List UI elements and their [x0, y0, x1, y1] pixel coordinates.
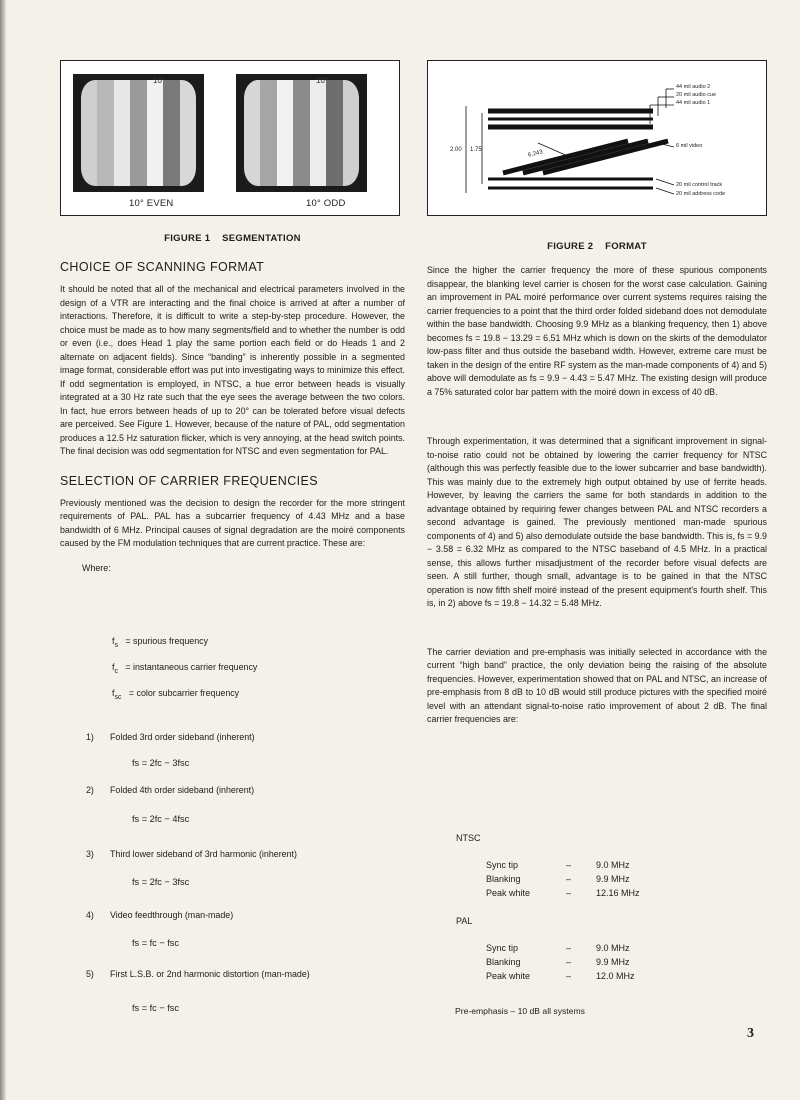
label-audio-cue: 20 mil audio cue [676, 92, 717, 98]
def-carrier: $f_c$ = instantaneous carrier frequency [112, 662, 258, 675]
figure-2 [427, 60, 767, 216]
page-edge [0, 0, 6, 1100]
ntsc-label: NTSC [456, 833, 481, 843]
paragraph-ntsc: Through experimentation, it was determined that a significant improvement in signal-to-noise ratio could not be obtained by lowering the carrier frequency for NTSC (although this was perfectly feasible due to the lower subcarrier and base bandwidth). This was mainly due to the extremely high output obtained by use of ferrite heads. However, by leaving the carriers the same for both standards in addition to the advantage obtained by requiring fewer changes between PAL and NTSC recorders a second advantage is gained. The previously mentioned man-made spurious components of 4) and 5) also demodulate outside the base bandwidth. This is, fs = 9.9 − 3.58 = 6.32 MHz as compared to the NTSC baseband of 4.5 MHz. In a practical sense, this allows further misadjustment of the recorder before visual defects are seen. A still further, though small, advantage is to be gained in that the NTSC operation is now fifth shelf moiré instead of the present equipment's fourth shelf. This is, in 2) above fs = 19.8 − 14.32 = 5.48 MHz. [427, 436, 767, 608]
scanning-paragraph: It should be noted that all of the mechanical and electrical parameters involved in the design of a VTR are interacting and the final choice is arrived at after a number of interactions. Therefore, it is difficult to write a step-by-step procedure. However, the choice must be made as to how many segments/field and to whether the number is odd or even (i.e., does Head 1 play the same portion each field or do Heads 1 and 2 alternate on adjacent fields). Since “banding” is inherently possible in a segmented image format, considerable effort was put into investigating ways to minimize this effect. If odd segmentation is employed, in NTSC, a hue error between heads is visually integrated at a 30 Hz rate such that the eye sees the average between the two colors. In fact, hue errors between heads of up to 20° can be tolerated before visual defects are perceived. See Figure 1. However, because of the nature of PAL, odd segmentation produces a 12.5 Hz saturation flicker, which is very annoying, at the head switch points. The final decision was odd segmentation for NTSC and even segmentation for PAL. [60, 284, 405, 456]
figure-1 [60, 60, 400, 216]
tv-image-odd [236, 74, 367, 192]
carrier-heading: SELECTION OF CARRIER FREQUENCIES [60, 473, 318, 488]
paragraph-worst-case: Since the higher the carrier frequency the more of these spurious components disappear, the blanking level carrier is chosen for the worst case calculation. Gaining an improvement in PAL moiré performance over current systems requires raising the carrier frequencies to a point that the third order folded sideband does not demodulate within the base bandwidth. Choosing 9.9 MHz as a blanking frequency, then 1) above becomes fs = 19.8 − 13.29 = 6.51 MHz which is down on the skirts of the demodulator low-pass filter and thus outside the baseband width. However, extreme care must be taken in the design of the entire RF system as the man-made components of 4) and 5) above will demodulate as fs = 9.9 − 4.43 = 5.47 MHz. The existing design will produce a 75% saturated color bar pattern with the moiré down in excess of 40 dB. [427, 265, 767, 397]
formula: fs = 2fc − 3fsc [132, 877, 190, 887]
carrier-paragraph: Previously mentioned was the decision to design the recorder for the more stringent requirements of PAL. PAL has a subcarrier frequency of 4.43 MHz and a base bandwidth of 6 MHz. Principal causes of signal degradation are the moiré components caused by the FM modulation techniques that are current practice. These are: [60, 497, 405, 548]
label-audio1: 44 mil audio 1 [676, 100, 711, 106]
tv-mark: 10° [316, 76, 329, 85]
def-spurious: $f_s$ = spurious frequency [112, 636, 209, 649]
scanning-heading: CHOICE OF SCANNING FORMAT [60, 260, 265, 274]
pal-label: PAL [456, 916, 473, 926]
formula: fs = fc − fsc [132, 938, 179, 948]
right-column [427, 60, 767, 727]
def-subcarrier: $f_{sc}$ = color subcarrier frequency [112, 688, 240, 701]
label-address: 20 mil address code [676, 191, 726, 197]
label-length: 6.243 [527, 149, 544, 159]
figure-2-caption: FIGURE 2 FORMAT [547, 241, 647, 252]
formula: fs = 2fc − 3fsc [132, 758, 190, 768]
where-label: Where: [82, 562, 111, 573]
pre-emphasis-note: Pre-emphasis – 10 dB all systems [455, 1006, 585, 1016]
figure-1-caption: FIGURE 1 SEGMENTATION [164, 233, 301, 244]
tv-mark: 10° [153, 76, 166, 85]
even-label: 10° EVEN [129, 198, 174, 209]
formula: fs = fc − fsc [132, 1003, 179, 1013]
page-number: 3 [747, 1026, 754, 1041]
label-dim-outer: 2.00 [450, 147, 462, 153]
tv-image-even [73, 74, 204, 192]
label-angle: 19.5° [567, 161, 582, 167]
odd-label: 10° ODD [306, 198, 346, 209]
label-control: 20 mil control track [676, 182, 723, 188]
label-dim-inner: 1.75 [470, 147, 482, 153]
label-audio2: 44 mil audio 2 [676, 84, 711, 90]
label-video: 6 mil video [676, 143, 703, 149]
formula: fs = 2fc − 4fsc [132, 814, 190, 824]
left-column [60, 60, 405, 573]
paragraph-deviation: The carrier deviation and pre-emphasis was initially selected in accordance with the current “high band” practice, the only deviation being the raising of the absolute frequencies. However, experimentation showed that on PAL and NTSC, an increase of pre-emphasis from 8 dB to 10 dB would still produce pictures with the specified moiré level with an attendant signal-to-noise ratio improvement of about 2 dB. The final carrier frequencies are: [427, 646, 767, 724]
